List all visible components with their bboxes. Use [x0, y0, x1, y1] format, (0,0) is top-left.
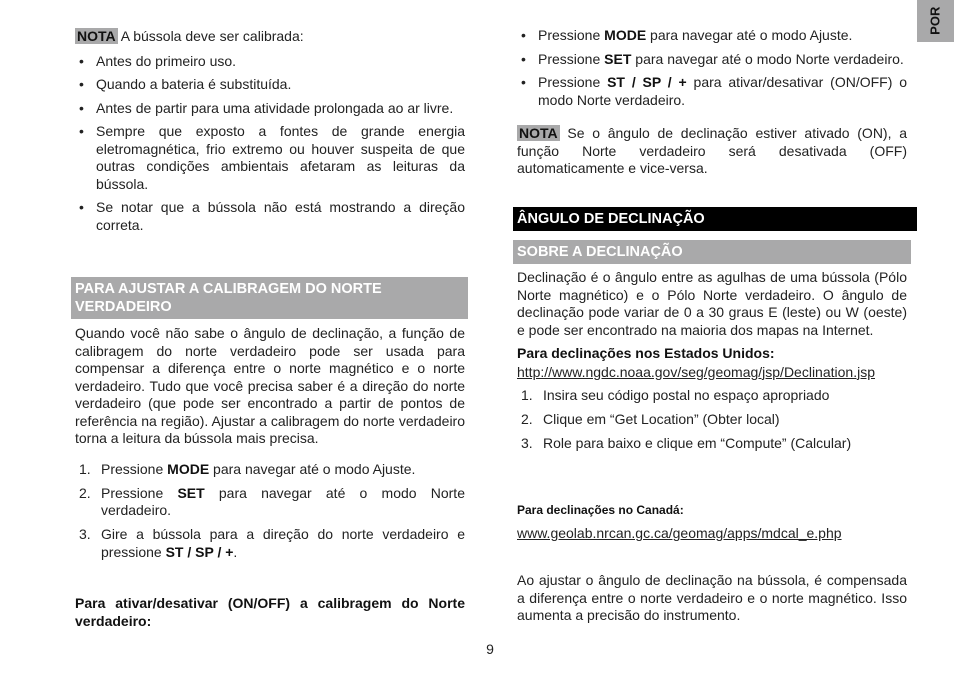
calibration-bullet-list [75, 53, 465, 235]
section-heading-true-north [71, 277, 468, 319]
note-tag: NOTA [519, 125, 558, 141]
step-key: ST / SP / + [165, 543, 234, 560]
language-tab [917, 0, 954, 42]
step-text: Insira seu código postal no espaço apropriado [543, 387, 830, 403]
step-text: para navegar até o modo Norte verdadeiro. [101, 484, 465, 518]
step-number: 3. [521, 435, 533, 451]
list-item [75, 461, 465, 479]
note-text: Se o ângulo de declinação estiver ativado (ON), a função Norte verdadeiro será desativada (OFF) automaticamente e vice-versa. [517, 125, 907, 176]
about-declination-heading [513, 240, 911, 264]
step-key: MODE [604, 27, 647, 43]
us-heading: Para declinações nos Estados Unidos: [517, 345, 775, 361]
steps-list [75, 461, 465, 562]
step-text: Pressione [101, 484, 178, 501]
step-number: 1. [521, 387, 533, 403]
us-steps-list [517, 387, 907, 453]
list-item: • Quando a bateria é substituída. [75, 76, 465, 94]
canada-link-text[interactable]: www.geolab.nrcan.gc.ca/geomag/apps/mdcal_e.php [517, 525, 842, 541]
list-item [517, 51, 907, 69]
list-item: • Se notar que a bússola não está mostrando a direção correta. [75, 199, 465, 234]
final-paragraph-text: Ao ajustar o ângulo de declinação na bússola, é compensada a diferença entre o norte verdadeiro e o norte magnético. Isso aumenta a precisão do instrumento. [517, 572, 907, 623]
canada-heading [517, 502, 907, 520]
canada-heading-text: Para declinações no Canadá: [517, 503, 684, 517]
calibration-note [75, 28, 465, 46]
toggle-bullet-list [517, 27, 907, 109]
toggle-heading-text: Para ativar/desativar (ON/OFF) a calibragem do Norte verdadeiro: [75, 595, 465, 629]
step-text: para ativar/desativar (ON/OFF) o modo Norte verdadeiro. [538, 74, 907, 108]
list-item [517, 411, 907, 429]
heading-text: SOBRE A DECLINAÇÃO [517, 244, 683, 260]
list-item [75, 526, 465, 561]
us-link[interactable] [517, 364, 907, 382]
step-key: SET [604, 50, 632, 67]
step-text: Pressione [538, 27, 605, 43]
list-item [517, 387, 907, 405]
page-number-text: 9 [486, 641, 494, 657]
left-column [75, 28, 465, 240]
declination-note [517, 125, 907, 178]
step-text: Pressione [538, 50, 605, 67]
list-item [517, 74, 907, 109]
section-heading-text: PARA AJUSTAR A CALIBRAGEM DO NORTE VERDADEIRO [75, 281, 382, 315]
step-text: . [233, 543, 238, 560]
step-number: 1. [79, 460, 91, 477]
us-link-text[interactable]: http://www.ngdc.noaa.gov/seg/geomag/jsp/Declination.jsp [517, 363, 875, 380]
list-item [75, 485, 465, 520]
step-text: para navegar até o modo Norte verdadeiro. [631, 50, 904, 67]
note-text: A bússola deve ser calibrada: [120, 28, 304, 44]
step-text: Pressione [538, 74, 608, 90]
about-paragraph: Declinação é o ângulo entre as agulhas de uma bússola (Pólo Norte magnético) e o Pólo Norte verdadeiro. O ângulo de declinação pode variar de 0 a 30 graus E (leste) ou W (oeste) e pode ser encontrado na maioria dos mapas na Internet. [517, 269, 907, 338]
step-key: ST / SP / + [607, 74, 687, 90]
page-number [470, 641, 510, 659]
section-paragraph: Quando você não sabe o ângulo de declinação, a função de calibragem do norte verdadeiro pode ser usada para compensar a diferença entre o norte magnético e o norte verdadeiro. Tudo que você precisa saber é a direção do norte verdadeiro (que pode ser encontrado a partir de pontos de referência na região). Ajustar a calibragem do norte verdadeiro torna a leitura da bússola mais precisa. [75, 325, 465, 446]
step-number: 3. [79, 526, 91, 542]
step-text: para navegar até o modo Ajuste. [209, 460, 416, 477]
canada-link[interactable] [517, 525, 907, 543]
list-item: • Antes de partir para uma atividade prolongada ao ar livre. [75, 100, 465, 118]
step-text: Gire a bússola para a direção do norte verdadeiro e pressione [101, 526, 465, 560]
step-text: Clique em “Get Location” (Obter local) [543, 411, 780, 427]
language-tab-label: POR [927, 6, 943, 36]
heading-text: ÂNGULO DE DECLINAÇÃO [517, 211, 705, 227]
right-column [517, 27, 907, 178]
step-text: Role para baixo e clique em “Compute” (Calcular) [543, 435, 852, 451]
right-column-lower [517, 269, 907, 459]
step-number: 2. [521, 411, 533, 427]
list-item [517, 27, 907, 45]
step-text: Pressione [101, 460, 168, 477]
step-number: 2. [79, 484, 91, 501]
note-tag: NOTA [77, 28, 116, 44]
final-paragraph [517, 572, 907, 625]
list-item: • Antes do primeiro uso. [75, 53, 465, 71]
list-item [517, 435, 907, 453]
step-key: MODE [167, 460, 210, 477]
left-column-lower [75, 325, 465, 568]
toggle-heading [75, 595, 465, 630]
step-text: para navegar até o modo Ajuste. [646, 27, 853, 43]
list-item: • Sempre que exposto a fontes de grande energia eletromagnética, frio extremo ou houver suspeita de que outras condições ambientais afetaram as leituras da bússola. [75, 123, 465, 193]
declination-angle-heading [513, 207, 917, 231]
step-key: SET [177, 484, 205, 501]
